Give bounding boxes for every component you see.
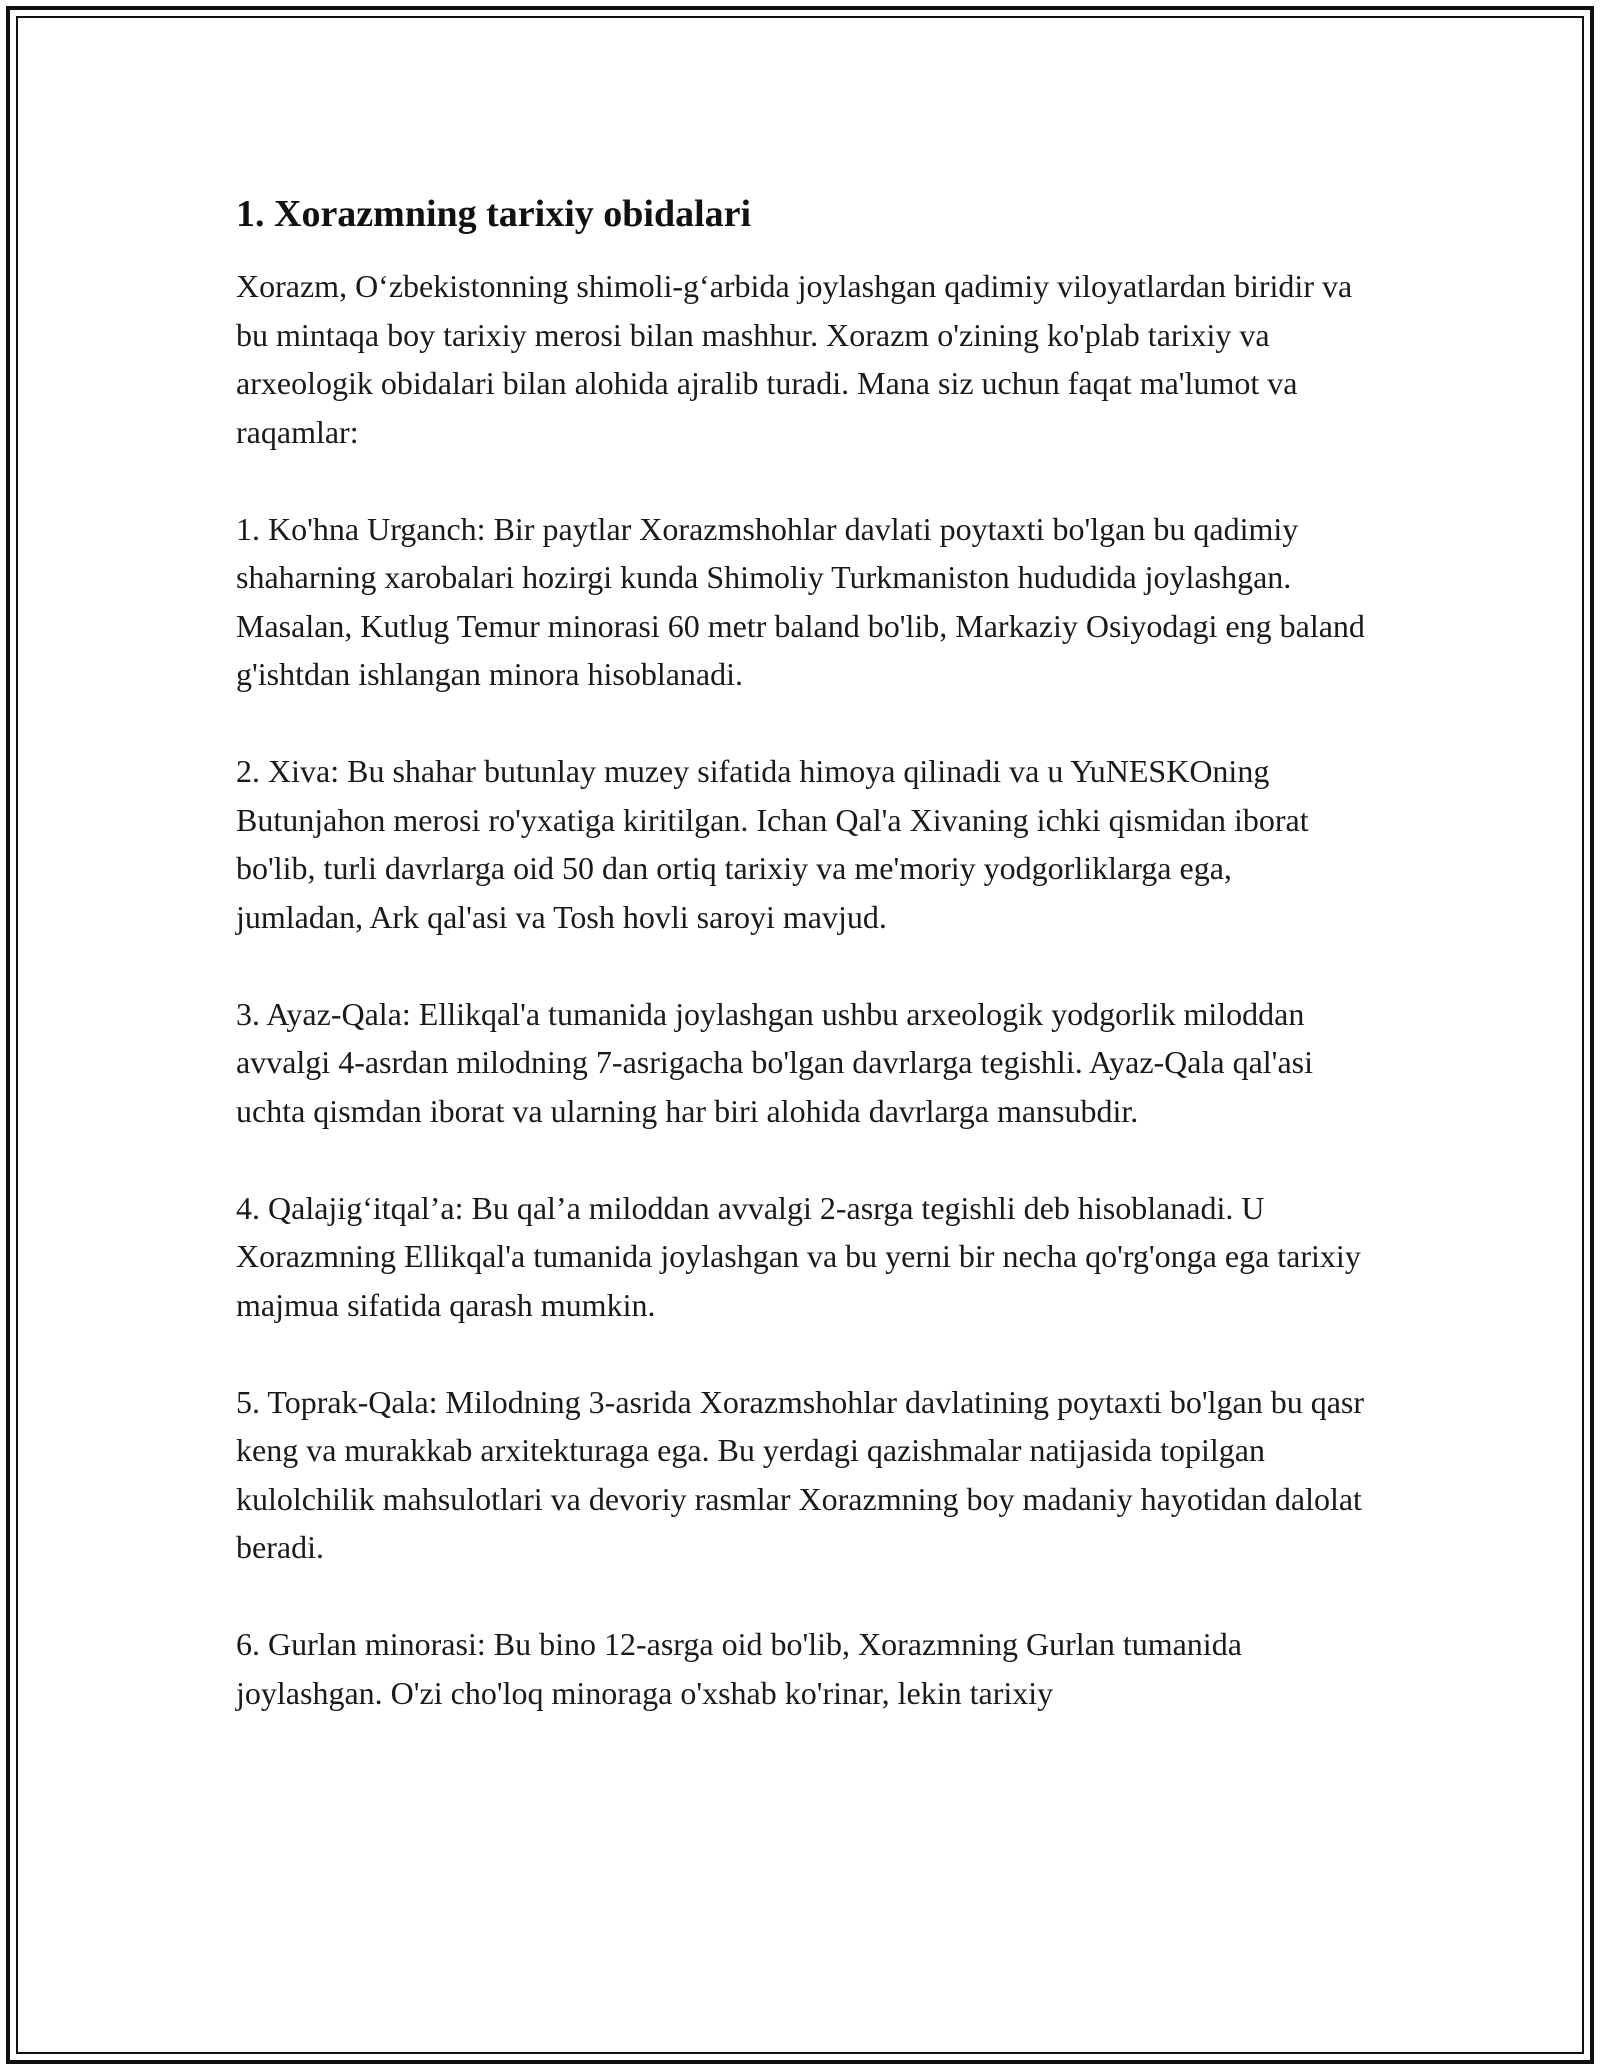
paragraph-gurlan-minorasi: 6. Gurlan minorasi: Bu bino 12-asrga oid bo'lib, Xorazmning Gurlan tumanida joylashgan. O'zi cho'loq minoraga o'xshab ko'rinar, lekin tarixiy: [236, 1626, 1242, 1711]
document-body: [236, 184, 1366, 1717]
paragraph-kohna-urganch: 1. Ko'hna Urganch: Bir paytlar Xorazmshohlar davlati poytaxti bo'lgan bu qadimiy shaharning xarobalari hozirgi kunda Shimoliy Turkmaniston hududida joylashgan. Masalan, Kutlug Temur minorasi 60 metr baland bo'lib, Markaziy Osiyodagi eng baland g'ishtdan ishlangan minora hisoblanadi.: [236, 510, 1365, 692]
document-title: 1. Xorazmning tarixiy obidalari: [236, 193, 752, 235]
paragraph-toprak-qala: 5. Toprak-Qala: Milodning 3-asrida Xorazmshohlar davlatining poytaxti bo'lgan bu qasr keng va murakkab arxitekturaga ega. Bu yerdagi qazishmalar natijasida topilgan kulolchilik mahsulotlari va devoriy rasmlar Xorazmning boy madaniy hayotidan dalolat beradi.: [236, 1383, 1365, 1565]
paragraph-ayaz-qala: 3. Ayaz-Qala: Ellikqal'a tumanida joylashgan ushbu arxeologik yodgorlik miloddan avvalgi 4-asrdan milodning 7-asrigacha bo'lgan davrlarga tegishli. Ayaz-Qala qal'asi uchta qismdan iborat va ularning har biri alohida davrlarga mansubdir.: [236, 995, 1313, 1129]
intro-paragraph: Xorazm, O‘zbekistonning shimoli-g‘arbida joylashgan qadimiy viloyatlardan biridir va bu mintaqa boy tarixiy merosi bilan mashhur. Xorazm o'zining ko'plab tarixiy va arxeologik obidalari bilan alohida ajralib turadi. Mana siz uchun faqat ma'lumot va raqamlar:: [236, 268, 1353, 450]
paragraph-qalajigitqala: 4. Qalajig‘itqal’a: Bu qal’a miloddan avvalgi 2-asrga tegishli deb hisoblanadi. U Xorazmning Ellikqal'a tumanida joylashgan va bu yerni bir necha qo'rg'onga ega tarixiy majmua sifatida qarash mumkin.: [236, 1189, 1361, 1323]
paragraph-xiva: 2. Xiva: Bu shahar butunlay muzey sifatida himoya qilinadi va u YuNESKOning Butunjahon merosi ro'yxatiga kiritilgan. Ichan Qal'a Xivaning ichki qismidan iborat bo'lib, turli davrlarga oid 50 dan ortiq tarixiy va me'moriy yodgorliklarga ega, jumladan, Ark qal'asi va Tosh hovli saroyi mavjud.: [236, 753, 1309, 935]
